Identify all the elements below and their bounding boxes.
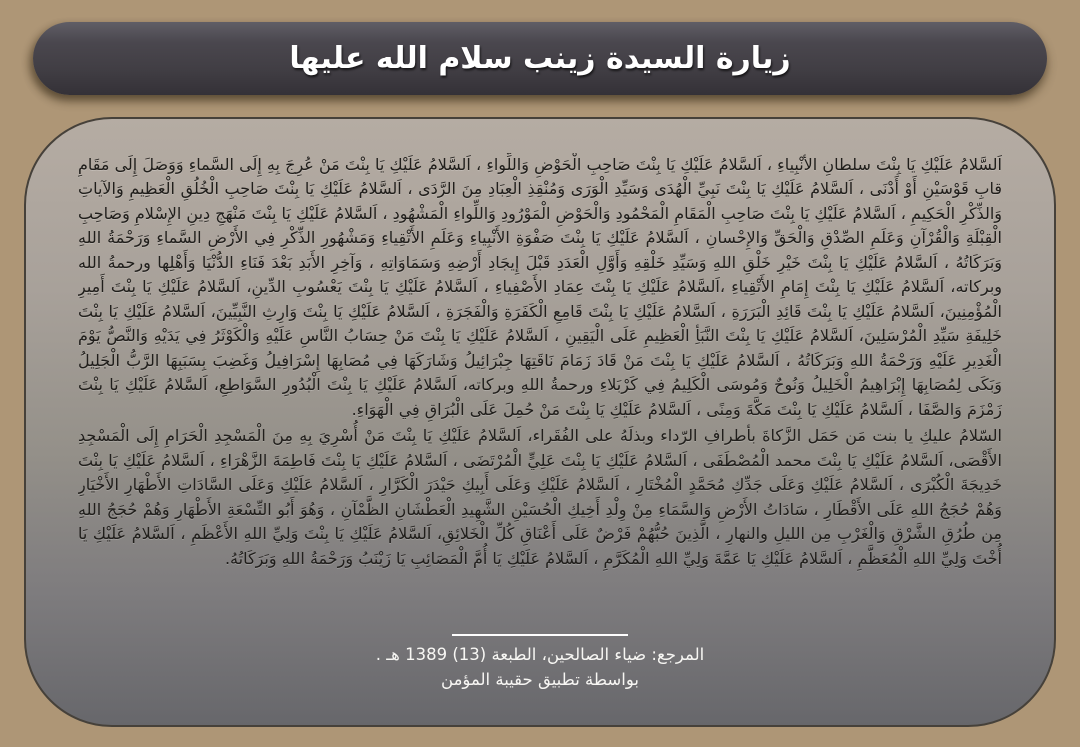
content-panel	[24, 117, 1056, 727]
reference-footer	[78, 634, 1002, 695]
ziyarat-paragraph-2: السّلامُ عليكِ يا بنت مَن حَمَل الزَّكاةَ بأطرافِ الرّداء وبذلَهُ على الفُقَراء، اَلسَّلامُ عَلَيْكِ يَا بِنْتَ مَنْ أُسْرِيَ بِهِ مِنَ الْمَسْجِدِ الْحَرَامِ إِلَى الْمَسْجِدِ الأَقْصَى، اَلسَّلامُ عَلَيْكِ يَا بِنْتَ محمد الْمُصْطَفَى ، اَلسَّلامُ عَلَيْكِ يَا بِنْتَ عَلِيٍّ الْمُرْتَضَى ، اَلسَّلامُ عَلَيْكِ يَا بِنْتَ فَاطِمَةَ الزَّهْرَاءِ ، اَلسَّلامُ عَلَيْكِ يَا بِنْتَ خَدِيجَةَ الْكُبْرَى ، اَلسَّلامُ عَلَيْكِ وَعَلَى جَدِّكِ مُحَمَّدٍ الْمُخْتَارِ ، اَلسَّلامُ عَلَيْكِ وَعَلَى أَبِيكِ حَيْدَرَ الْكَرَّارِ ، اَلسَّلامُ عَلَيْكِ وَعَلَى السَّادَاتِ الأَطْهَارِ الأَخْيَارِ وَهُمْ حُجَجُ اللهِ عَلَى الأَقْطَارِ ، سَادَاتُ الأَرْضِ وَالسَّمَاءِ مِنْ وِلْدِ أَخِيكِ الْحُسَيْنِ الشَّهِيدِ الْعَطْشَانِ الظَّمْآنِ ، وَهُوَ أَبُو التِّسْعَةِ الأَطْهَارِ وَهُمْ حُجَجُ اللهِ مِن طُرُقِ الشَّرْقِ وَالْغَرْبِ مِن الليلِ والنهارِ ، الَّذِينَ حُبُّهُمْ فَرْضٌ عَلَى أَعْنَاقِ كُلِّ الْخَلائِقِ، اَلسَّلامُ عَلَيْكِ يَا بِنْتَ وَلِيِّ اللهِ الأَعْظَمِ ، اَلسَّلامُ عَلَيْكِ يَا أُخْتَ وَلِيِّ اللهِ الْمُعَظَّمِ ، اَلسَّلامُ عَلَيْكِ يَا عَمَّةَ وَلِيِّ اللهِ الْمُكَرَّمِ ، اَلسَّلامُ عَلَيْكِ يَا أُمَّ الْمَصَائِبِ يَا زَيْنَبُ وَرَحْمَةُ اللهِ وَبَرَكَاتُهُ.	[78, 426, 1002, 568]
reference-text: المرجع: ضياء الصالحين، الطبعة (13) 1389 هـ .	[375, 645, 705, 664]
ziyarat-text	[78, 153, 1002, 634]
app-credit-text: بواسطة تطبيق حقيبة المؤمن	[441, 670, 639, 689]
ziyarat-paragraph-1: اَلسَّلامُ عَلَيْكِ يَا بِنْتَ سلطانِ الأنْبِياءِ ، اَلسَّلامُ عَلَيْكِ يَا بِنْتَ صَاحِبِ الْحَوْضِ وَاللِّواءِ ، اَلسَّلامُ عَلَيْكِ يَا بِنْتَ مَنْ عُرِجَ بِهِ إِلَى السَّماءِ وَوَصَلَ إِلَى مَقَامِ قابِ قَوْسَيْنِ أَوْ أَدْنَى ، اَلسَّلامُ عَلَيْكِ يَا بِنْتَ نَبِيِّ الْهُدَى وَسَيِّدِ الْوَرَى وَمُنْقِذِ الْعِبَادِ مِنَ الرَّدَى ، اَلسَّلامُ عَلَيْكِ يَا بِنْتَ صَاحِبِ الْخُلُقِ الْعَظِيمِ وَالآياتِ وَالذِّكْرِ الْحَكِيمِ ، اَلسَّلامُ عَلَيْكِ يَا بِنْتَ صَاحِبِ الْمَقَامِ الْمَحْمُودِ وَالْحَوْضِ الْمَوْرُودِ وَاللِّواءِ الْمَشْهُودِ ، اَلسَّلامُ عَلَيْكِ يَا بِنْتَ مَنْهَجِ دِينِ الإِسْلامِ وَصَاحِبِ الْقِبْلَةِ وَالْقُرْآنِ وَعَلَمِ الصِّدْقِ وَالْحَقِّ وَالإِحْسانِ ، اَلسَّلامُ عَلَيْكِ يَا بِنْتَ صَفْوَةِ الأَنْبِياءِ وَعَلَمِ الأَتْقِياءِ وَمَشْهُورِ الذِّكْرِ فِي الأَرْضِ السَّماءِ وَرَحْمَةُ اللهِ وَبَرَكَاتُهُ ، اَلسَّلامُ عَلَيْكِ يَا بِنْتَ خَيْرِ خَلْقِ اللهِ وَسَيِّدِ خَلْقِهِ وَأَوَّلِ الْعَدَدِ قَبْلَ إِيجَادِ أَرْضِهِ وَسَمَاوَاتِهِ ، وَآخِرِ الأَبَدِ بَعْدَ فَنَاءِ الدُّنْيَا وَأَهْلِها ورحمةُ الله وبركاته، اَلسَّلامُ عَلَيْكِ يَا بِنْتَ إِمَامِ الأَتْقِياءِ ،اَلسَّلامُ عَلَيْكِ يَا بِنْتَ عِمَادِ الأَصْفِياءِ ، اَلسَّلامُ عَلَيْكِ يَا بِنْتَ يَعْسُوبِ الدِّينِ، اَلسَّلامُ عَلَيْكِ يَا بِنْتَ أَمِيرِ الْمُؤْمِنِينَ، اَلسَّلامُ عَلَيْكِ يَا بِنْتَ قَائِدِ الْبَرَرَةِ ، اَلسَّلامُ عَلَيْكِ يَا بِنْتَ قَامِعِ الْكَفَرَةِ وَالْفَجَرَةِ ، اَلسَّلامُ عَلَيْكِ يَا بِنْتَ وَارِثِ النَّبِيِّينَ، اَلسَّلامُ عَلَيْكِ يَا بِنْتَ خَلِيفَةِ سَيِّدِ الْمُرْسَلِينَ، اَلسَّلامُ عَلَيْكِ يَا بِنْتَ النَّبَأِ الْعَظِيمِ عَلَى الْيَقِينِ ، اَلسَّلامُ عَلَيْكِ يَا بِنْتَ مَنْ حِسَابُ النَّاسِ عَلَيْهِ وَالْكَوْثَرُ فِي يَدَيْهِ وَالنَّصُّ يَوْمَ الْغَدِيرِ عَلَيْهِ وَرَحْمَةُ اللهِ وَبَرَكَاتُهُ ، اَلسَّلامُ عَلَيْكِ يَا بِنْتَ مَنْ قَادَ زَمَامَ نَاقَتِهَا جِبْرَائِيلُ وَشَارَكَهَا فِي مُصَابِهَا إِسْرَافِيلُ وَغَضِبَ بِسَبَبِهَا الرَّبُّ الْجَلِيلُ وَبَكَى لِمُصَابِهَا إِبْرَاهِيمُ الْخَلِيلُ وَنُوحٌ وَمُوسَى الْكَلِيمُ فِي كَرْبَلاءِ ورحمةُ اللهِ وبركاته، اَلسَّلامُ عَلَيْكِ يَا بِنْتَ الْبُدُورِ السَّوَاطِعِ، اَلسَّلامُ عَلَيْكِ يَا بِنْتَ زَمْزَمَ وَالصَّفَا ، اَلسَّلامُ عَلَيْكِ يَا بِنْتَ مَكَّةَ وَمِنًى ، اَلسَّلامُ عَلَيْكِ يَا بِنْتَ مَنْ حُمِلَ عَلَى الْبُرَاقِ فِي الْهَوَاءِ.	[78, 155, 1002, 419]
title-bar	[33, 22, 1047, 95]
page-title: زيارة السيدة زينب سلام الله عليها	[289, 41, 791, 76]
footer-separator	[452, 634, 628, 636]
